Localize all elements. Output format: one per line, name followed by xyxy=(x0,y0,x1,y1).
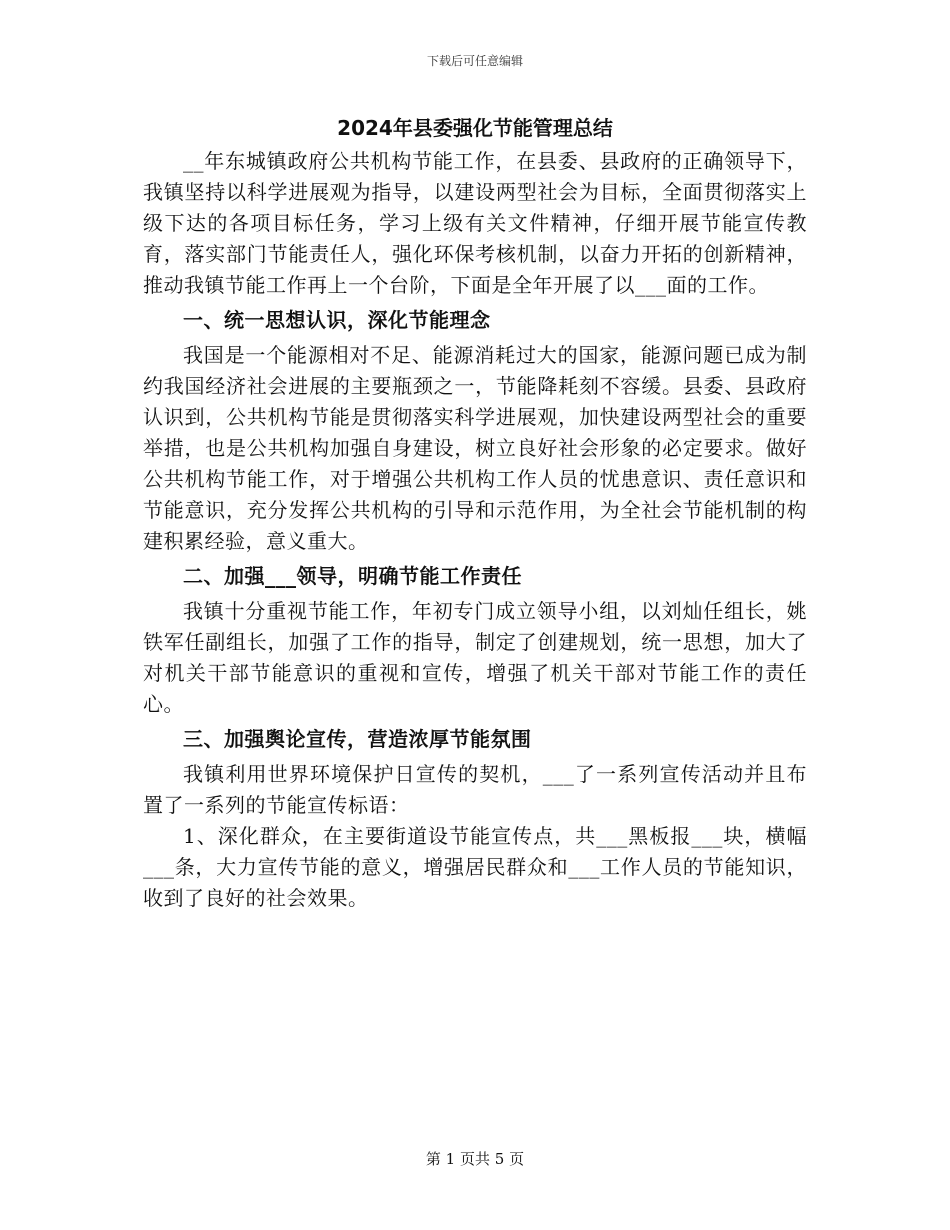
section-1-paragraph-1: 我国是一个能源相对不足、能源消耗过大的国家，能源问题已成为制约我国经济社会进展的主要瓶颈之一，节能降耗刻不容缓。县委、县政府认识到，公共机构节能是贯彻落实科学进展观，加快建设两型社会的重要举措，也是公共机构加强自身建设，树立良好社会形象的必定要求。做好公共机构节能工作，对于增强公共机构工作人员的忧患意识、责任意识和节能意识，充分发挥公共机构的引导和示范作用，为全社会节能机制的构建积累经验，意义重大。 xyxy=(143,343,807,553)
section-2-heading: 二、加强___领导，明确节能工作责任 xyxy=(183,564,522,588)
section-2-paragraph-1: 我镇十分重视节能工作，年初专门成立领导小组，以刘灿任组长，姚铁军任副组长，加强了工作的指导，制定了创建规划，统一思想，加大了对机关干部节能意识的重视和宣传，增强了机关干部对节能工作的责任心。 xyxy=(143,599,807,716)
header-note: 下载后可任意编辑 xyxy=(426,54,523,68)
section-3-heading: 三、加强舆论宣传，营造浓厚节能氛围 xyxy=(183,727,532,751)
page-footer: 第 1 页共 5 页 xyxy=(425,1150,525,1168)
document-body xyxy=(143,112,807,914)
section-1-heading: 一、统一思想认识，深化节能理念 xyxy=(183,308,491,332)
document-title: 2024年县委强化节能管理总结 xyxy=(337,116,613,140)
section-3-paragraph-1: 我镇利用世界环境保护日宣传的契机，___了一系列宣传活动并且布置了一系列的节能宣传标语： xyxy=(143,762,807,817)
section-3-paragraph-2: 1、深化群众，在主要街道设节能宣传点，共___黑板报___块，横幅___条，大力宣传节能的意义，增强居民群众和___工作人员的节能知识，收到了良好的社会效果。 xyxy=(143,824,807,910)
intro-paragraph: __年东城镇政府公共机构节能工作，在县委、县政府的正确领导下，我镇坚持以科学进展观为指导，以建设两型社会为目标，全面贯彻落实上级下达的各项目标任务，学习上级有关文件精神，仔细开展节能宣传教育，落实部门节能责任人，强化环保考核机制，以奋力开拓的创新精神，推动我镇节能工作再上一个台阶，下面是全年开展了以___面的工作。 xyxy=(143,149,807,297)
